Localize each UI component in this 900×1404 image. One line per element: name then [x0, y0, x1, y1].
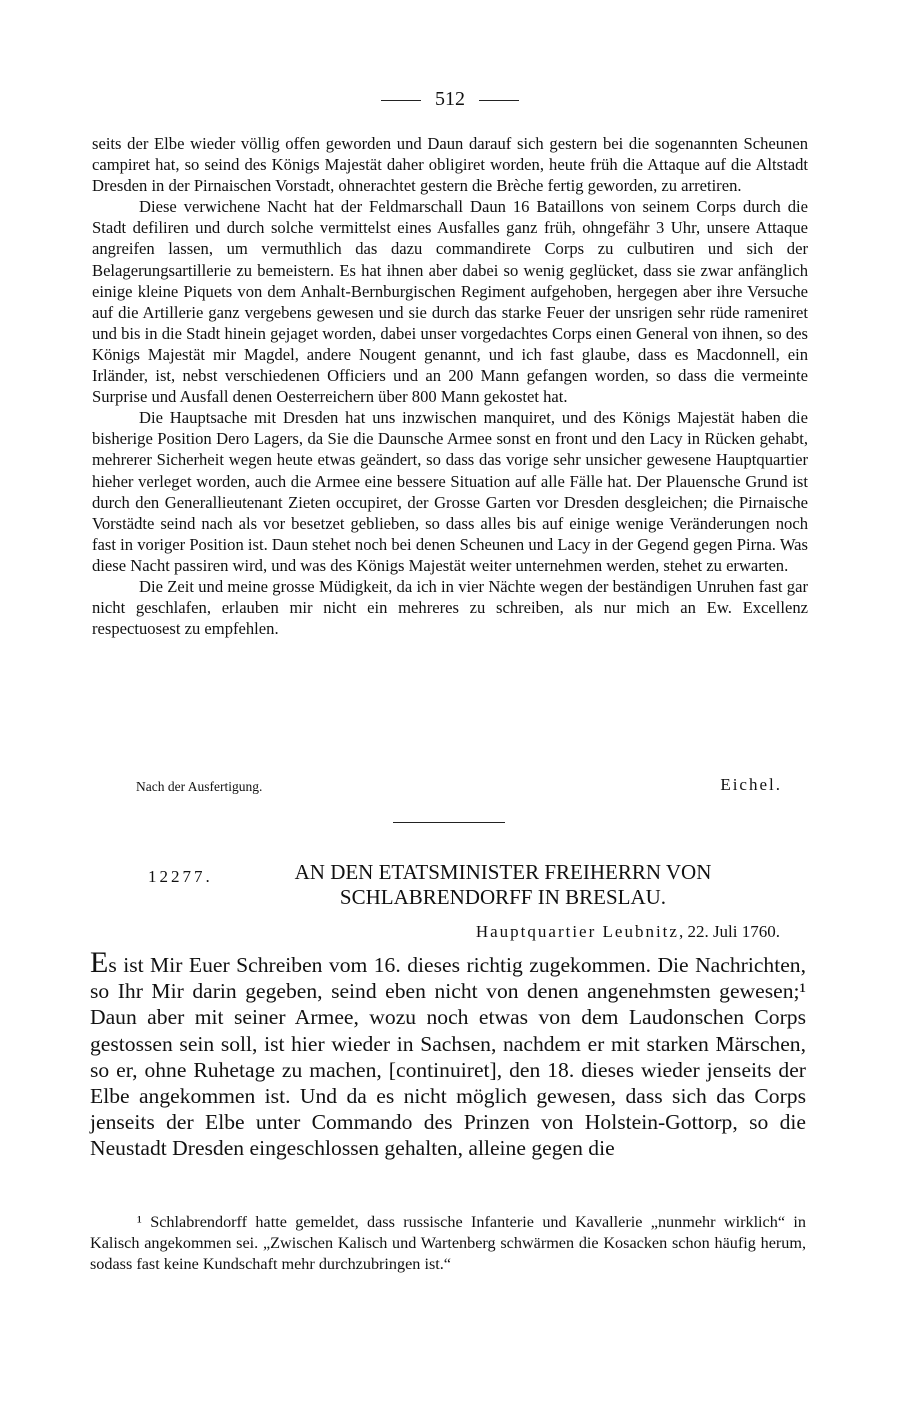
section-divider	[393, 822, 505, 823]
letter-date: , 22. Juli 1760.	[678, 922, 780, 941]
letter-number: 12277.	[148, 867, 213, 886]
footnote-marker: ¹	[137, 1213, 142, 1231]
letter-place: Hauptquartier Leubnitz	[475, 922, 679, 941]
footnote	[90, 1212, 806, 1276]
page-header	[0, 88, 900, 111]
letter-body-text: s ist Mir Euer Schreiben vom 16. dieses richtig zugekommen. Die Nachrichten, so Ihr Mir darin gegeben, seind eben nicht von denen angenehmsten gewesen;¹ Daun aber mit seiner Armee, wozu noch etwas von dem Laudonschen Corps gestossen sein soll, ist hier wieder in Sachsen, nachdem er mit starken Märschen, so er, ohne Ruhetage zu machen, [continuiret], den 18. dieses wieder jenseits der Elbe angekommen ist. Und da es nicht möglich gewesen, dass sich das Corps jenseits der Elbe unter Commando des Prinzen von Holstein-Gottorp, so die Neustadt Dresden eingeschlossen gehalten, alleine gegen die	[90, 953, 806, 1161]
letter-title-line: AN DEN ETATSMINISTER FREIHERRN VON	[294, 860, 712, 884]
previous-letter-text	[92, 133, 808, 639]
paragraph: Die Hauptsache mit Dresden hat uns inzwischen manquiret, und des Königs Majestät haben die bisherige Position Dero Lagers, da Sie die Daunsche Armee sonst en front und den Lacy in Rücken gehabt, mehrerer Sicherheit wegen heute etwas geändert, so dass das vorige sehr unsicher gewesene Hauptquartier hieher verleget worden, auch die Armee eine bessere Situation auf alle Fälle hat. Der Plauensche Grund ist durch den Generallieutenant Zieten occupiret, der Grosse Garten vor Dresden desgleichen; die Pirnaische Vorstädte seind nach als vor besetzet geblieben, so dass alles bis auf einige wenige Veränderungen noch fast in voriger Position ist. Daun stehet noch bei denen Scheunen und Lacy in der Gegend gegen Pirna. Was diese Nacht passiren wird, und was des Königs Majestät weiter unternehmen werden, stehet zu erwarten.	[92, 408, 808, 575]
letter-body	[90, 946, 806, 1162]
letter-title	[243, 860, 763, 910]
header-rule-right	[479, 100, 519, 101]
signature-name: Eichel.	[720, 775, 782, 794]
paragraph: Diese verwichene Nacht hat der Feldmarschall Daun 16 Bataillons von seinem Corps durch die Stadt defiliren und durch solche vermittelst eines Ausfalles ganz früh, ohngefähr 3 Uhr, unsere Attaque angreifen lassen, um vermuthlich das dazu commandirete Corps zu culbutiren und sich der Belagerungsartillerie zu bemeistern. Es hat ihnen aber dabei so wenig geglücket, dass sie zwar anfänglich einige kleine Piquets von dem Anhalt-Bernburgischen Regiment aufgehoben, hergegen aber ihre Versuche auf die Artillerie ganz vergebens gewesen und sie durch das starke Feuer der unsrigen sehr rüde rameniret und bis in die Stadt hinein gejaget worden, dabei unser vorgedachtes Corps einen General von ihnen, so des Königs Majestät mir Magdel, andere Nougent genannt, und ich fast glaube, dass es Macdonnell, ein Irländer, ist, nebst verschiedenen Officiers und an 200 Mann gefangen worden, so dass die vermeinte Surprise und Ausfall denen Oesterreichern über 800 Mann gekostet hat.	[92, 197, 808, 407]
place-date	[476, 922, 780, 942]
page-number: 512	[435, 88, 465, 110]
paragraph: seits der Elbe wieder völlig offen geworden und Daun darauf sich gestern bei die sogenannten Scheunen campiret hat, so seind des Königs Majestät daher obligiret worden, heute früh die Attaque auf die Altstadt Dresden in der Pirnaischen Vorstadt, ohnerachtet gestern die Brèche fertig geworden, zu arretiren.	[92, 134, 808, 196]
footnote-text: Schlabrendorff hatte gemeldet, dass russische Infanterie und Kavallerie „nunmehr wirklich“ in Kalisch angekommen sei. „Zwischen Kalisch und Wartenberg schwärmen die Kosacken schon häufig herum, sodass fast keine Kundschaft mehr durchzubringen ist.“	[90, 1213, 806, 1274]
source-note: Nach der Ausfertigung.	[136, 779, 263, 794]
initial-letter: E	[90, 946, 109, 979]
paragraph: Die Zeit und meine grosse Müdigkeit, da ich in vier Nächte wegen der beständigen Unruhen fast gar nicht geschlafen, erlauben mir nicht ein mehreres zu schreiben, als nur mich an Ew. Excellenz respectuosest zu empfehlen.	[92, 576, 808, 639]
header-rule-left	[381, 100, 421, 101]
letter-title-line: SCHLABRENDORFF IN BRESLAU.	[339, 885, 667, 909]
